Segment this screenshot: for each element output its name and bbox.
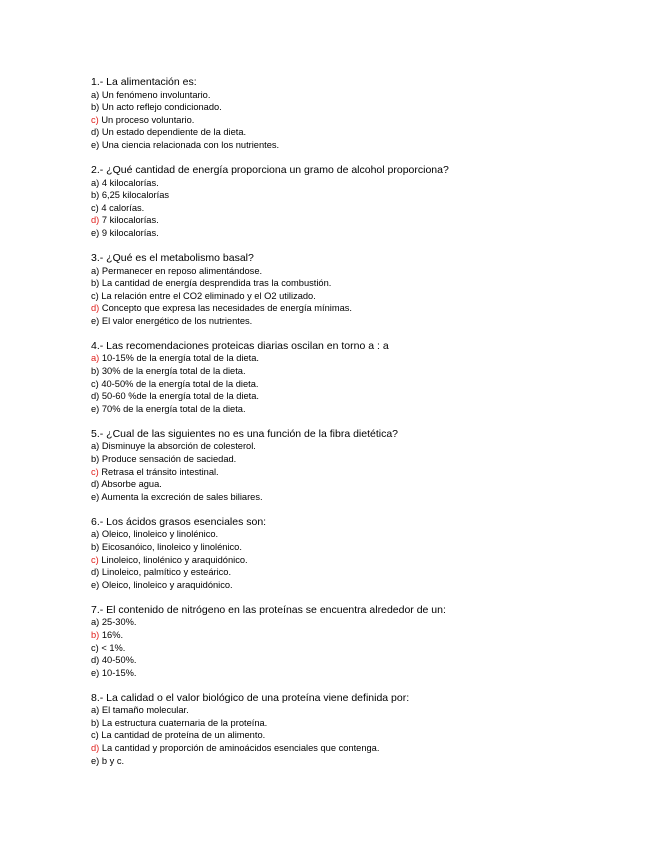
option-text: Disminuye la absorción de colesterol. <box>101 441 256 452</box>
option-letter: d) <box>91 127 100 138</box>
option-text: 10-15% de la energía total de la dieta. <box>101 353 260 364</box>
option-text: 4 calorías. <box>101 202 145 213</box>
option-letter: c) <box>91 290 99 301</box>
question-title: 6.- Los ácidos grasos esenciales son: <box>91 515 267 528</box>
answer-option-c <box>91 290 631 303</box>
option-text: 4 kilocalorías. <box>101 177 159 188</box>
option-letter: a) <box>91 89 100 100</box>
option-text: La cantidad de proteína de un alimento. <box>101 730 266 741</box>
question-3 <box>91 252 631 328</box>
option-text: Produce sensación de saciedad. <box>101 454 237 464</box>
document-page <box>91 76 631 780</box>
option-letter: a) <box>91 529 100 540</box>
answer-option-a <box>91 704 631 717</box>
answer-option-b <box>91 629 631 642</box>
answer-option-e <box>91 491 631 504</box>
question-title: 8.- La calidad o el valor biológico de una proteína viene definida por: <box>91 691 410 704</box>
option-letter: d) <box>91 215 100 226</box>
answer-option-e <box>91 227 631 240</box>
answer-option-c <box>91 642 631 655</box>
answer-option-e <box>91 139 631 152</box>
option-letter: e) <box>91 403 100 414</box>
answer-option-e <box>91 403 631 416</box>
option-letter: a) <box>91 617 100 628</box>
option-letter: d) <box>91 479 100 490</box>
answer-option-d <box>91 126 631 139</box>
option-text: 70% de la energía total de la dieta. <box>101 403 246 414</box>
answer-option-a <box>91 177 631 190</box>
option-text: Un fenómeno involuntario. <box>101 89 211 100</box>
option-letter: d) <box>91 391 100 402</box>
answer-option-a <box>91 528 631 541</box>
option-letter: c) <box>91 202 99 213</box>
option-letter: d) <box>91 303 100 314</box>
option-text: Retrasa el tránsito intestinal. <box>101 466 219 477</box>
answer-option-d <box>91 478 631 491</box>
option-text: Aumenta la excreción de sales biliares. <box>101 491 263 502</box>
answer-option-a <box>91 440 631 453</box>
option-letter: b) <box>91 278 100 289</box>
question-2 <box>91 164 631 240</box>
option-letter: a) <box>91 265 100 276</box>
option-text: Absorbe agua. <box>101 479 162 490</box>
answer-option-d <box>91 214 631 227</box>
answer-option-c <box>91 202 631 215</box>
question-title: 7.- El contenido de nitrógeno en las proteínas se encuentra alrededor de un: <box>91 603 446 616</box>
option-text: 25-30%. <box>101 617 137 628</box>
option-letter: a) <box>91 441 100 452</box>
option-letter: a) <box>91 177 100 188</box>
question-title: 1.- La alimentación es: <box>91 76 197 88</box>
answer-option-a <box>91 265 631 278</box>
option-letter: b) <box>91 541 100 552</box>
option-text: Concepto que expresa las necesidades de energía mínimas. <box>101 303 353 314</box>
option-letter: e) <box>91 139 100 150</box>
option-letter: e) <box>91 491 100 502</box>
answer-option-c <box>91 729 631 742</box>
option-letter: d) <box>91 743 100 754</box>
option-letter: c) <box>91 466 99 477</box>
option-letter: c) <box>91 554 99 565</box>
option-text: b y c. <box>101 755 125 766</box>
option-letter: e) <box>91 667 100 678</box>
answer-option-d <box>91 742 631 755</box>
option-text: 40-50%. <box>101 655 137 666</box>
option-text: 6,25 kilocalorías <box>101 190 170 201</box>
option-letter: b) <box>91 717 100 728</box>
option-text: < 1%. <box>101 642 126 653</box>
option-text: La relación entre el CO2 eliminado y el O2 utilizado. <box>101 290 316 301</box>
option-text: La cantidad y proporción de aminoácidos esenciales que contenga. <box>101 743 380 754</box>
answer-option-b <box>91 717 631 730</box>
option-text: 16%. <box>101 629 124 640</box>
option-text: Permanecer en reposo alimentándose. <box>101 265 263 276</box>
option-text: Linoleico, palmítico y esteárico. <box>101 567 232 578</box>
option-letter: d) <box>91 655 100 666</box>
option-letter: c) <box>91 730 99 741</box>
option-text: 30% de la energía total de la dieta. <box>101 366 246 377</box>
answer-option-b <box>91 277 631 290</box>
question-7 <box>91 604 631 680</box>
option-letter: e) <box>91 579 100 590</box>
option-text: Un acto reflejo condicionado. <box>101 102 222 113</box>
option-text: Eicosanóico, linoleico y linolénico. <box>101 541 242 552</box>
option-letter: e) <box>91 227 100 238</box>
answer-option-b <box>91 101 631 114</box>
option-letter: b) <box>91 629 100 640</box>
option-letter: e) <box>91 315 100 326</box>
answer-option-d <box>91 566 631 579</box>
option-text: Un proceso voluntario. <box>101 114 195 125</box>
option-text: Linoleico, linolénico y araquidónico. <box>101 554 248 565</box>
question-6 <box>91 516 631 592</box>
answer-option-c <box>91 554 631 567</box>
option-text: La estructura cuaternaria de la proteína. <box>101 717 268 728</box>
option-text: El valor energético de los nutrientes. <box>101 315 253 326</box>
answer-option-a <box>91 89 631 102</box>
answer-option-c <box>91 378 631 391</box>
answer-option-a <box>91 616 631 629</box>
option-letter: b) <box>91 454 100 464</box>
option-text: 40-50% de la energía total de la dieta. <box>101 378 259 389</box>
question-title: 5.- ¿Cual de las siguientes no es una función de la fibra dietética? <box>91 427 399 440</box>
option-letter: d) <box>91 567 100 578</box>
answer-option-b <box>91 541 631 554</box>
question-4 <box>91 340 631 416</box>
option-text: Oleico, linoleico y araquidónico. <box>101 579 233 590</box>
answer-option-e <box>91 579 631 592</box>
answer-option-d <box>91 390 631 403</box>
question-5 <box>91 428 631 504</box>
answer-option-c <box>91 466 631 479</box>
answer-option-d <box>91 654 631 667</box>
option-text: La cantidad de energía desprendida tras la combustión. <box>101 278 332 289</box>
option-text: Oleico, linoleico y linolénico. <box>101 529 219 540</box>
option-text: Un estado dependiente de la dieta. <box>101 127 247 138</box>
answer-option-e <box>91 667 631 680</box>
option-letter: c) <box>91 114 99 125</box>
option-letter: b) <box>91 190 100 201</box>
option-letter: b) <box>91 366 100 377</box>
answer-option-e <box>91 755 631 768</box>
answer-option-a <box>91 352 631 365</box>
option-text: El tamaño molecular. <box>101 705 189 716</box>
option-text: 9 kilocalorías. <box>101 227 159 238</box>
option-text: Una ciencia relacionada con los nutrientes. <box>101 139 280 150</box>
option-letter: a) <box>91 705 100 716</box>
question-1 <box>91 76 631 152</box>
option-text: 50-60 %de la energía total de la dieta. <box>101 391 260 402</box>
answer-option-b <box>91 453 631 466</box>
question-title: 3.- ¿Qué es el metabolismo basal? <box>91 251 254 264</box>
question-title: 2.- ¿Qué cantidad de energía proporciona un gramo de alcohol proporciona? <box>91 163 449 176</box>
answer-option-b <box>91 365 631 378</box>
answer-option-d <box>91 302 631 315</box>
question-title: 4.- Las recomendaciones proteicas diarias oscilan en torno a : a <box>91 339 389 352</box>
option-letter: a) <box>91 353 100 364</box>
option-letter: c) <box>91 378 99 389</box>
answer-option-b <box>91 189 631 202</box>
option-letter: b) <box>91 102 100 113</box>
option-letter: e) <box>91 755 100 766</box>
option-letter: c) <box>91 642 99 653</box>
option-text: 7 kilocalorías. <box>101 215 159 226</box>
answer-option-e <box>91 315 631 328</box>
question-8 <box>91 692 631 768</box>
answer-option-c <box>91 114 631 127</box>
option-text: 10-15%. <box>101 667 137 678</box>
